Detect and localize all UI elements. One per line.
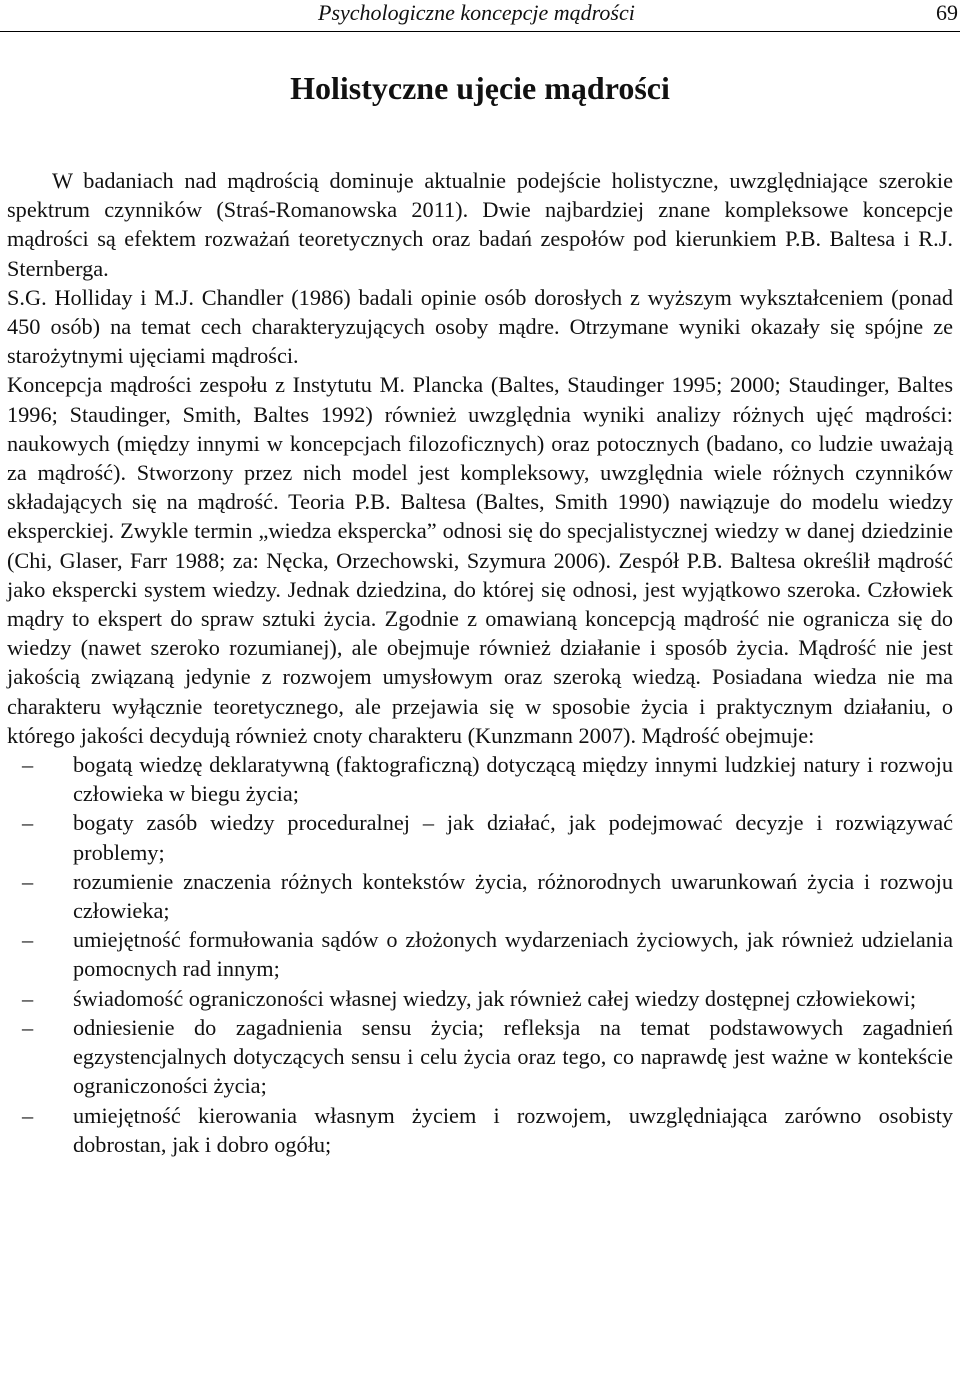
list-item (7, 1013, 953, 1101)
dash-marker: – (22, 752, 34, 778)
dash-marker: – (22, 985, 34, 1011)
list-item-text: umiejętność kierowania własnym życiem i rozwojem, uwzględniająca zarówno osobisty dobrostan, jak i dobro ogółu; (73, 1102, 953, 1157)
body-text (7, 166, 953, 1159)
list-item-text: umiejętność formułowania sądów o złożonych wydarzeniach życiowych, jak również udzielania pomocnych rad innym; (73, 927, 953, 982)
dash-marker: – (22, 1102, 34, 1128)
list-item-text: odniesienie do zagadnienia sensu życia; refleksja na temat podstawowych zagadnień egzystencjalnych dotyczących sensu i celu życia oraz tego, co naprawdę jest ważne w kontekście ograniczoności życia; (73, 1014, 953, 1099)
list-item-text: rozumienie znaczenia różnych kontekstów życia, różnorodnych uwarunkowań życia i rozwoju człowieka; (73, 868, 953, 924)
list-item-text: bogatą wiedzę deklaratywną (faktograficzną) dotyczącą między innymi ludzkiej natury i rozwoju człowieka w biegu życia; (73, 752, 953, 807)
list-item-text: świadomość ograniczoności własnej wiedzy, jak również całej wiedzy dostępnej człowiekowi; (73, 985, 917, 1011)
list-item-text: bogaty zasób wiedzy proceduralnej – jak działać, jak podejmować decyzje i rozwiązywać problemy; (73, 810, 953, 865)
dash-marker: – (22, 810, 34, 836)
section-title: Holistyczne ujęcie mądrości (290, 70, 670, 106)
list-item (7, 750, 953, 808)
list-item (7, 1101, 953, 1159)
bullet-list (7, 750, 953, 1159)
paragraph: Koncepcja mądrości zespołu z Instytutu M. Plancka (Baltes, Staudinger 1995; 2000; Staudinger, Baltes 1996; Staudinger, Smith, Baltes 1992) również uwzględnia wyniki analizy różnych ujęć mądrości: naukowych (między innymi w koncepcjach filozoficznych) oraz potocznych (badano, co ludzie uważają za mądrość). Stworzony przez nich model jest kompleksowy, uwzględnia wiele różnych czynników składających się na mądrość. Teoria P.B. Baltesa (Baltes, Smith 1990) nawiązuje do modelu wiedzy eksperckiej. Zwykle termin „wiedza ekspercka” odnosi się do specjalistycznej wiedzy w danej dziedzinie (Chi, Glaser, Farr 1988; za: Nęcka, Orzechowski, Szymura 2006). Zespół P.B. Baltesa określił mądrość jako ekspercki system wiedzy. Jednak dziedzina, do której się odnosi, jest wyjątkowo szeroka. Człowiek mądry to ekspert do spraw sztuki życia. Zgodnie z omawianą koncepcją mądrość nie ogranicza się do wiedzy (nawet szeroko rozumianej), ale obejmuje również działanie i sposób życia. Mądrość nie jest jakością związaną jedynie z rozwojem umysłowym oraz szeroką wiedzą. Posiadana wiedza nie ma charakteru wyłącznie teoretycznego, ale przejawia się w sposobie życia i praktycznym działaniu, o którego jakości decydują również cnoty charakteru (Kunzmann 2007). Mądrość obejmuje: (7, 372, 953, 748)
list-item (7, 867, 953, 925)
list-item (7, 984, 953, 1013)
running-header (0, 0, 960, 32)
page-number: 69 (936, 0, 958, 25)
dash-marker: – (22, 927, 34, 953)
list-item (7, 808, 953, 866)
list-item (7, 925, 953, 983)
running-title: Psychologiczne koncepcje mądrości (318, 0, 635, 25)
dash-marker: – (22, 1014, 34, 1040)
dash-marker: – (22, 868, 34, 894)
paragraph: W badaniach nad mądrością dominuje aktualnie podejście holistyczne, uwzględniające szerokie spektrum czynników (Straś-Romanowska 2011). Dwie najbardziej znane kompleksowe koncepcje mądrości są efektem rozważań teoretycznych oraz badań zespołów pod kierunkiem P.B. Baltesa i R.J. Sternberga. (7, 168, 953, 281)
paragraph: S.G. Holliday i M.J. Chandler (1986) badali opinie osób dorosłych z wyższym wykształceniem (ponad 450 osób) na temat cech charakteryzujących osoby mądre. Otrzymane wyniki okazały się spójne ze starożytnymi ujęciami mądrości. (7, 284, 953, 369)
